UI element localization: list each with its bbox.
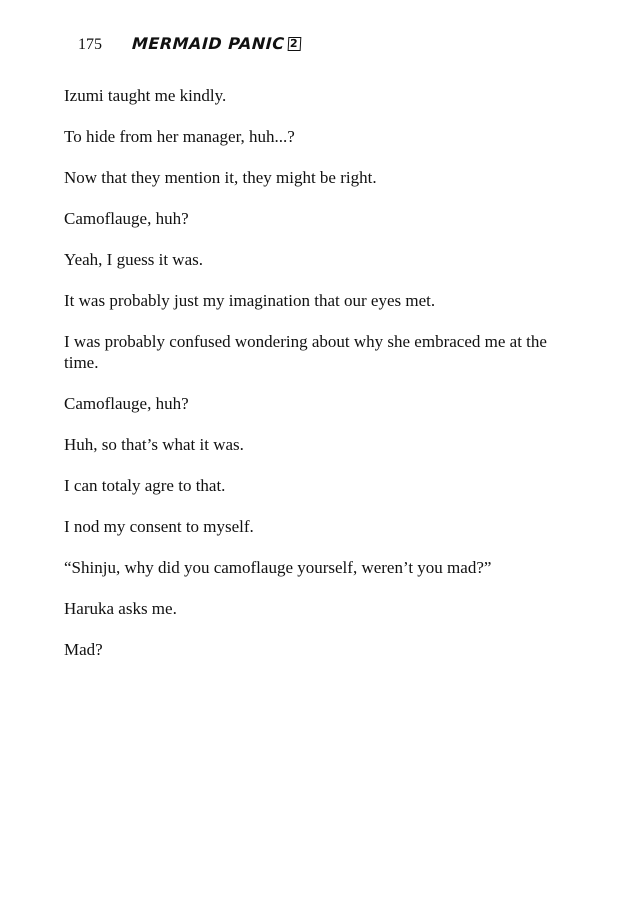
body-text [64, 86, 564, 681]
page-header [78, 34, 301, 54]
paragraph: Yeah, I guess it was. [64, 250, 203, 269]
paragraph: “Shinju, why did you camoflauge yourself, weren’t you mad?” [64, 557, 492, 577]
paragraph: Haruka asks me. [64, 598, 177, 618]
paragraph: I can totaly agre to that. [64, 475, 226, 495]
paragraph: It was probably just my imagination that our eyes met. [64, 291, 436, 310]
series-title-text: MERMAID PANIC [131, 34, 286, 53]
paragraph: Mad? [64, 639, 103, 659]
paragraph: Now that they mention it, they might be right. [64, 168, 377, 187]
paragraph: Izumi taught me kindly. [64, 86, 227, 105]
paragraph: I nod my consent to myself. [64, 516, 254, 536]
volume-number-box: 2 [287, 37, 301, 51]
page-number: 175 [78, 36, 102, 53]
paragraph: Camoflauge, huh? [64, 209, 189, 228]
paragraph: Camoflauge, huh? [64, 393, 189, 413]
paragraph: Huh, so that’s what it was. [64, 434, 244, 454]
paragraph: To hide from her manager, huh...? [64, 127, 295, 146]
paragraph: I was probably confused wondering about why she embraced me at the time. [64, 332, 547, 372]
series-title [132, 34, 302, 53]
